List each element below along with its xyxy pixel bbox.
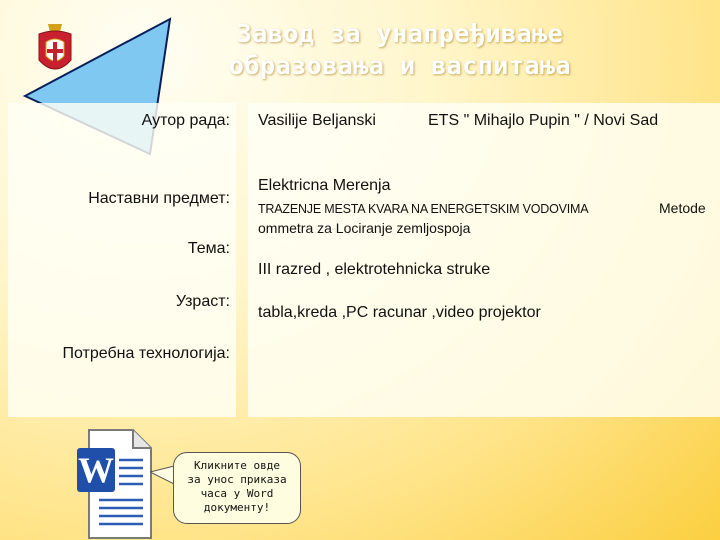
title-line-1: Завод за унапређивање [236, 19, 564, 48]
subject-label: Наставни предмет: [88, 190, 230, 207]
open-word-callout[interactable] [173, 452, 301, 524]
values-panel [248, 103, 720, 417]
topic-line-2: ommetra za Lociranje zemljospoja [258, 220, 471, 236]
topic-label: Тема: [187, 240, 230, 257]
technology-label: Потребна технологија: [62, 345, 230, 362]
title-line-2: образовања и васпитања [228, 51, 572, 80]
callout-line-2: за унос приказа [187, 473, 287, 486]
age-label: Узраст: [175, 293, 230, 310]
technology-value: tabla,kreda ,PC racunar ,video projektor [258, 304, 541, 321]
callout-line-3: часа у Word [200, 487, 274, 500]
callout-line-4: документу! [203, 501, 271, 514]
author-name: Vasilije Beljanski [258, 112, 376, 129]
age-value: III razred , elektrotehnicka struke [258, 261, 491, 278]
subject-value: Elektricna Merenja [258, 177, 391, 194]
author-label: Аутор рада: [141, 112, 230, 129]
word-document-icon[interactable] [75, 428, 155, 540]
topic-tail: Metode [659, 200, 706, 216]
callout-line-1: Кликните овде [193, 459, 281, 472]
labels-panel [8, 103, 236, 417]
school-name: ETS " Mihajlo Pupin " / Novi Sad [428, 112, 659, 129]
word-letter: W [78, 450, 114, 490]
topic-caps: TRAZENJE MESTA KVARA NA ENERGETSKIM VODOVIMA [258, 202, 589, 216]
